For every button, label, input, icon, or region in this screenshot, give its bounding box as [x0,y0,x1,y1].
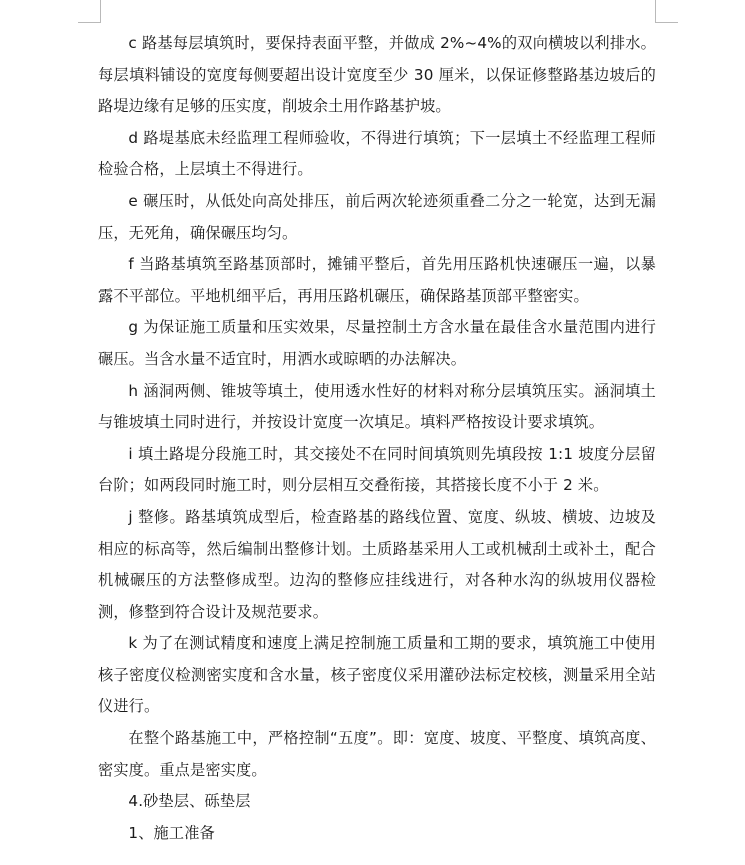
paragraph-c: c 路基每层填筑时，要保持表面平整，并做成 2%~4%的双向横坡以利排水。每层填料铺设的宽度每侧要超出设计宽度至少 30 厘米，以保证修整路基边坡后的路堤边缘有足够的压实度，削坡余土用作路基护坡。 [98,34,656,116]
crop-mark-right [655,0,678,23]
document-body [98,28,656,849]
paragraph-summary: 在整个路基施工中，严格控制“五度”。即：宽度、坡度、平整度、填筑高度、密实度。重点是密实度。 [98,729,656,779]
paragraph-j: j 整修。路基填筑成型后，检查路基的路线位置、宽度、纵坡、横坡、边坡及相应的标高等，然后编制出整修计划。土质路基采用人工或机械刮土或补土，配合机械碾压的方法整修成型。边沟的整修应挂线进行，对各种水沟的纵坡用仪器检测，修整到符合设计及规范要求。 [98,507,656,621]
paragraph-g: g 为保证施工质量和压实效果，尽量控制土方含水量在最佳含水量范围内进行碾压。当含水量不适宜时，用洒水或晾晒的办法解决。 [98,318,656,368]
paragraph-f: f 当路基填筑至路基顶部时，摊铺平整后，首先用压路机快速碾压一遍，以暴露不平部位。平地机细平后，再用压路机碾压，确保路基顶部平整密实。 [98,255,656,305]
paragraph-h: h 涵洞两侧、锥坡等填土，使用透水性好的材料对称分层填筑压实。涵洞填土与锥坡填土同时进行，并按设计宽度一次填足。填料严格按设计要求填筑。 [98,381,656,432]
paragraph-k: k 为了在测试精度和速度上满足控制施工质量和工期的要求，填筑施工中使用核子密度仪检测密实度和含水量，核子密度仪采用灌砂法标定校核，测量采用全站仪进行。 [98,634,656,716]
paragraph-d: d 路堤基底未经监理工程师验收，不得进行填筑；下一层填土不经监理工程师检验合格，上层填土不得进行。 [98,128,656,179]
paragraph-i: i 填土路堤分段施工时，其交接处不在同时间填筑则先填段按 1:1 坡度分层留台阶；如两段同时施工时，则分层相互交叠衔接，其搭接长度不小于 2 米。 [98,444,656,495]
subsection-heading: 1、施工准备 [128,823,215,842]
section-heading: 4.砂垫层、砾垫层 [128,792,251,811]
paragraph-e: e 碾压时，从低处向高处排压，前后两次轮迹须重叠二分之一轮宽，达到无漏压，无死角，确保碾压均匀。 [98,191,656,242]
crop-mark-left [78,0,101,23]
